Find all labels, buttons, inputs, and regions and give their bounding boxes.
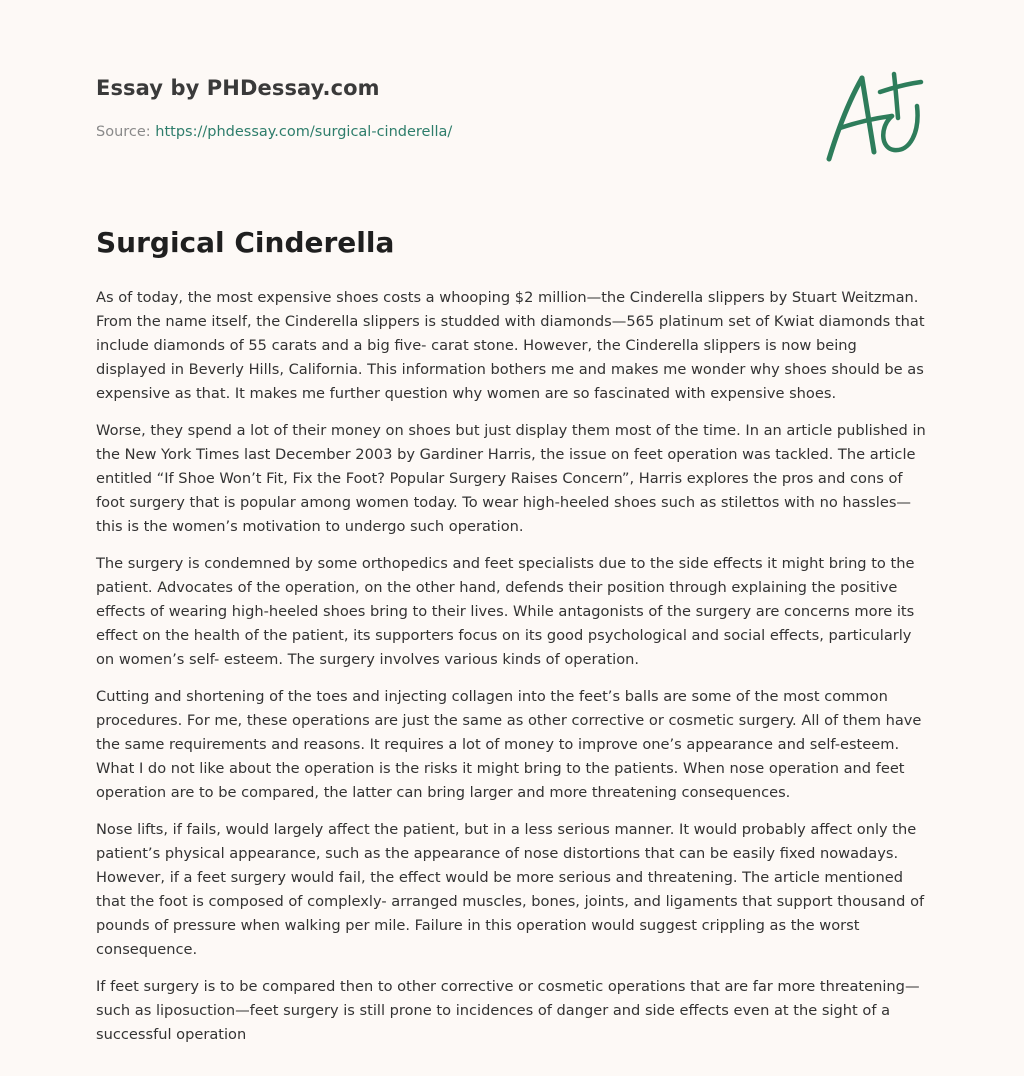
source-label: Source:	[96, 124, 151, 140]
site-title: Essay by PHDessay.com	[96, 76, 380, 100]
essay-paragraph: The surgery is condemned by some orthopedics and feet specialists due to the side effects it might bring to the patient. Advocates of the operation, on the other hand, defends their position through explaining the positive effects of wearing high-heeled shoes bring to their lives. While antagonists of the surgery are concerns more its effect on the health of the patient, its supporters focus on its good psychological and social effects, particularly on women’s self- esteem. The surgery involves various kinds of operation.	[96, 555, 915, 668]
essay-paragraph: Cutting and shortening of the toes and injecting collagen into the feet’s balls are some of the most common procedures. For me, these operations are just the same as other corrective or cosmetic surgery. All of them have the same requirements and reasons. It requires a lot of money to improve one’s appearance and self-esteem. What I do not like about the operation is the risks it might bring to the patients. When nose operation and feet operation are to be compared, the latter can bring larger and more threatening consequences.	[96, 688, 922, 801]
source-line	[96, 124, 452, 140]
essay-paragraph: As of today, the most expensive shoes costs a whooping $2 million—the Cinderella slippers by Stuart Weitzman. From the name itself, the Cinderella slippers is studded with diamonds—565 platinum set of Kwiat diamonds that include diamonds of 55 carats and a big five- carat stone. However, the Cinderella slippers is now being displayed in Beverly Hills, California. This information bothers me and makes me wonder why shoes should be as expensive as that. It makes me further question why women are so fascinated with expensive shoes.	[96, 289, 925, 402]
essay-paragraph: Nose lifts, if fails, would largely affect the patient, but in a less serious manner. It would probably affect only the patient’s physical appearance, such as the appearance of nose distortions that can be easily fixed nowadays. However, if a feet surgery would fail, the effect would be more serious and threatening. The article mentioned that the foot is composed of complexly- arranged muscles, bones, joints, and ligaments that support thousand of pounds of pressure when walking per mile. Failure in this operation would suggest crippling as the worst consequence.	[96, 821, 925, 958]
source-link[interactable]: https://phdessay.com/surgical-cinderella/	[155, 124, 453, 140]
essay-paragraph: Worse, they spend a lot of their money on shoes but just display them most of the time. In an article published in the New York Times last December 2003 by Gardiner Harris, the issue on feet operation was tackled. The article entitled “If Shoe Won’t Fit, Fix the Foot? Popular Surgery Raises Concern”, Harris explores the pros and cons of foot surgery that is popular among women today. To wear high-heeled shoes such as stilettos with no hassles—this is the women’s motivation to undergo such operation.	[96, 422, 926, 535]
a-plus-logo-icon	[820, 66, 930, 166]
essay-title: Surgical Cinderella	[96, 226, 395, 259]
essay-body	[96, 286, 930, 1060]
essay-paragraph: If feet surgery is to be compared then to other corrective or cosmetic operations that are far more threatening—such as liposuction—feet surgery is still prone to incidences of danger and side effects even at the sight of a successful operation	[96, 978, 920, 1043]
